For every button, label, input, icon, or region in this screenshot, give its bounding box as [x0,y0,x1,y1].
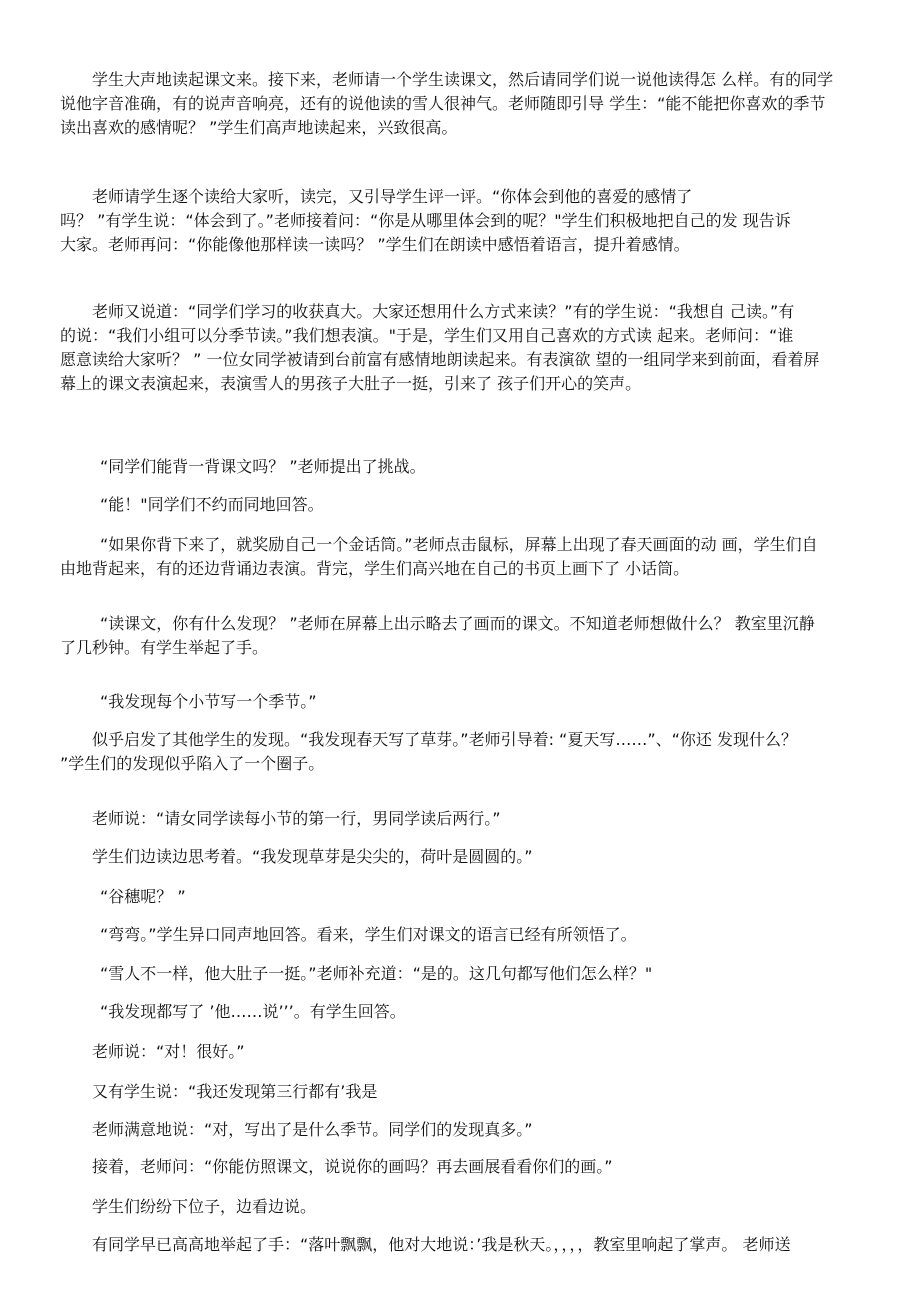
paragraph-18 [60,1118,860,1142]
paragraph-line: 大家。老师再问：“你能像他那样读一读吗？ ”学生们在朗读中感悟着语言，提升着感情。 [60,235,690,254]
paragraph-6 [60,533,860,581]
paragraph-line: 学生们纷纷下位子，边看边说。 [92,1197,317,1216]
paragraph-line: 由地背起来，有的还边背诵边表演。背完，学生们高兴地在自己的书页上画下了 小话筒。 [60,559,690,578]
paragraph-line: “我发现每个小节写一个季节。” [100,692,317,711]
paragraph-5 [60,493,860,517]
paragraph-line: 学生大声地读起课文来。接下来，老师请一个学生读课文，然后请同学们说一说他读得怎 么样。有的同学 [92,70,834,89]
paragraph-line: “谷穗呢？ ” [100,887,186,906]
paragraph-line: ”学生们的发现似乎陷入了一个圈子。 [60,754,325,773]
paragraph-line: 老师请学生逐个读给大家听，读完，又引导学生评一评。“你体会到他的喜爱的感情了 [92,187,693,206]
paragraph-9 [60,728,860,776]
paragraph-19 [60,1155,860,1179]
paragraph-line: 了几秒钟。有学生举起了手。 [60,638,269,657]
paragraph-line: 又有学生说：“我还发现第三行都有’我是 [92,1082,378,1101]
paragraph-11 [60,845,860,869]
paragraph-line: “雪人不一样，他大肚子一挺。”老师补充道：“是的。这几句都写他们怎么样？" [100,964,653,983]
paragraph-line: 的说：“我们小组可以分季节读。”我们想表演。"于是，学生们又用自己喜欢的方式读 起来。老师问：“谁 [60,326,794,345]
paragraph-line: “弯弯。”学生异口同声地回答。看来，学生们对课文的语言已经有所领悟了。 [100,925,637,944]
paragraph-line: 接着，老师问：“你能仿照课文，说说你的画吗？再去画展看看你们的画。” [92,1157,613,1176]
paragraph-15 [60,1000,860,1024]
paragraph-line: “能！"同学们不约而同地回答。 [100,495,324,514]
paragraph-line: “读课文，你有什么发现？ ”老师在屏幕上出示略去了画而的课文。不知道老师想做什么？ 教室里沉静 [100,614,815,633]
paragraph-7 [60,612,860,660]
paragraph-line: 吗？ ”有学生说：“体会到了。”老师接着问：“你是从哪里体会到的呢？"学生们积极地把自己的发 现告诉 [60,211,791,230]
paragraph-line: 说他字音准确，有的说声音响亮，还有的说他读的雪人很神气。老师随即引导 学生：“能不能把你喜欢的季节 [60,94,826,113]
paragraph-line: “同学们能背一背课文吗？ ”老师提出了挑战。 [100,457,426,476]
paragraph-line: 幕上的课文表演起来，表演雪人的男孩子大肚子一挺，引来了 孩子们开心的笑声。 [60,374,642,393]
paragraph-17 [60,1080,860,1104]
paragraph-line: 似乎启发了其他学生的发现。“我发现春天写了草芽。”老师引导着: “夏天写……”、“你还 发现什么？ [92,730,798,749]
paragraph-line: 读出喜欢的感情呢？ ”学生们高声地读起来，兴致很高。 [60,118,458,137]
paragraph-line: 老师说：“请女同学读每小节的第一行，男同学读后两行。” [92,809,501,828]
paragraph-16 [60,1040,860,1064]
paragraph-3 [60,300,860,396]
paragraph-8 [60,690,860,714]
paragraph-21 [60,1233,860,1257]
paragraph-10 [60,807,860,831]
paragraph-line: 老师满意地说：“对，写出了是什么季节。同学们的发现真多。” [92,1120,533,1139]
paragraph-line: “我发现都写了 ’他……说’’’。有学生回答。 [100,1002,406,1021]
paragraph-2 [60,185,860,257]
paragraph-13 [60,923,860,947]
paragraph-20 [60,1195,860,1219]
paragraph-line: “如果你背下来了，就奖励自己一个金话筒。”老师点击鼠标，屏幕上出现了春天画面的动 画，学生们自 [100,535,818,554]
paragraph-1 [60,68,860,140]
paragraph-14 [60,962,860,986]
paragraph-12 [60,885,860,909]
paragraph-line: 学生们边读边思考着。“我发现草芽是尖尖的，荷叶是圆圆的。” [92,847,533,866]
paragraph-line: 有同学早已高高地举起了手：“落叶飘飘，他对大地说：’我是秋天。，，，，教室里响起了掌声。 老师送 [92,1235,791,1254]
paragraph-line: 老师又说道：“同学们学习的收获真大。大家还想用什么方式来读？”有的学生说：“我想自 己读。”有 [92,302,795,321]
paragraph-line: 愿意读给大家听？ ” 一位女同学被请到台前富有感情地朗读起来。有表演欲 望的一组同学来到前面，看着屏 [60,350,820,369]
paragraph-4 [60,455,860,479]
paragraph-line: 老师说：“对！很好。” [92,1042,245,1061]
